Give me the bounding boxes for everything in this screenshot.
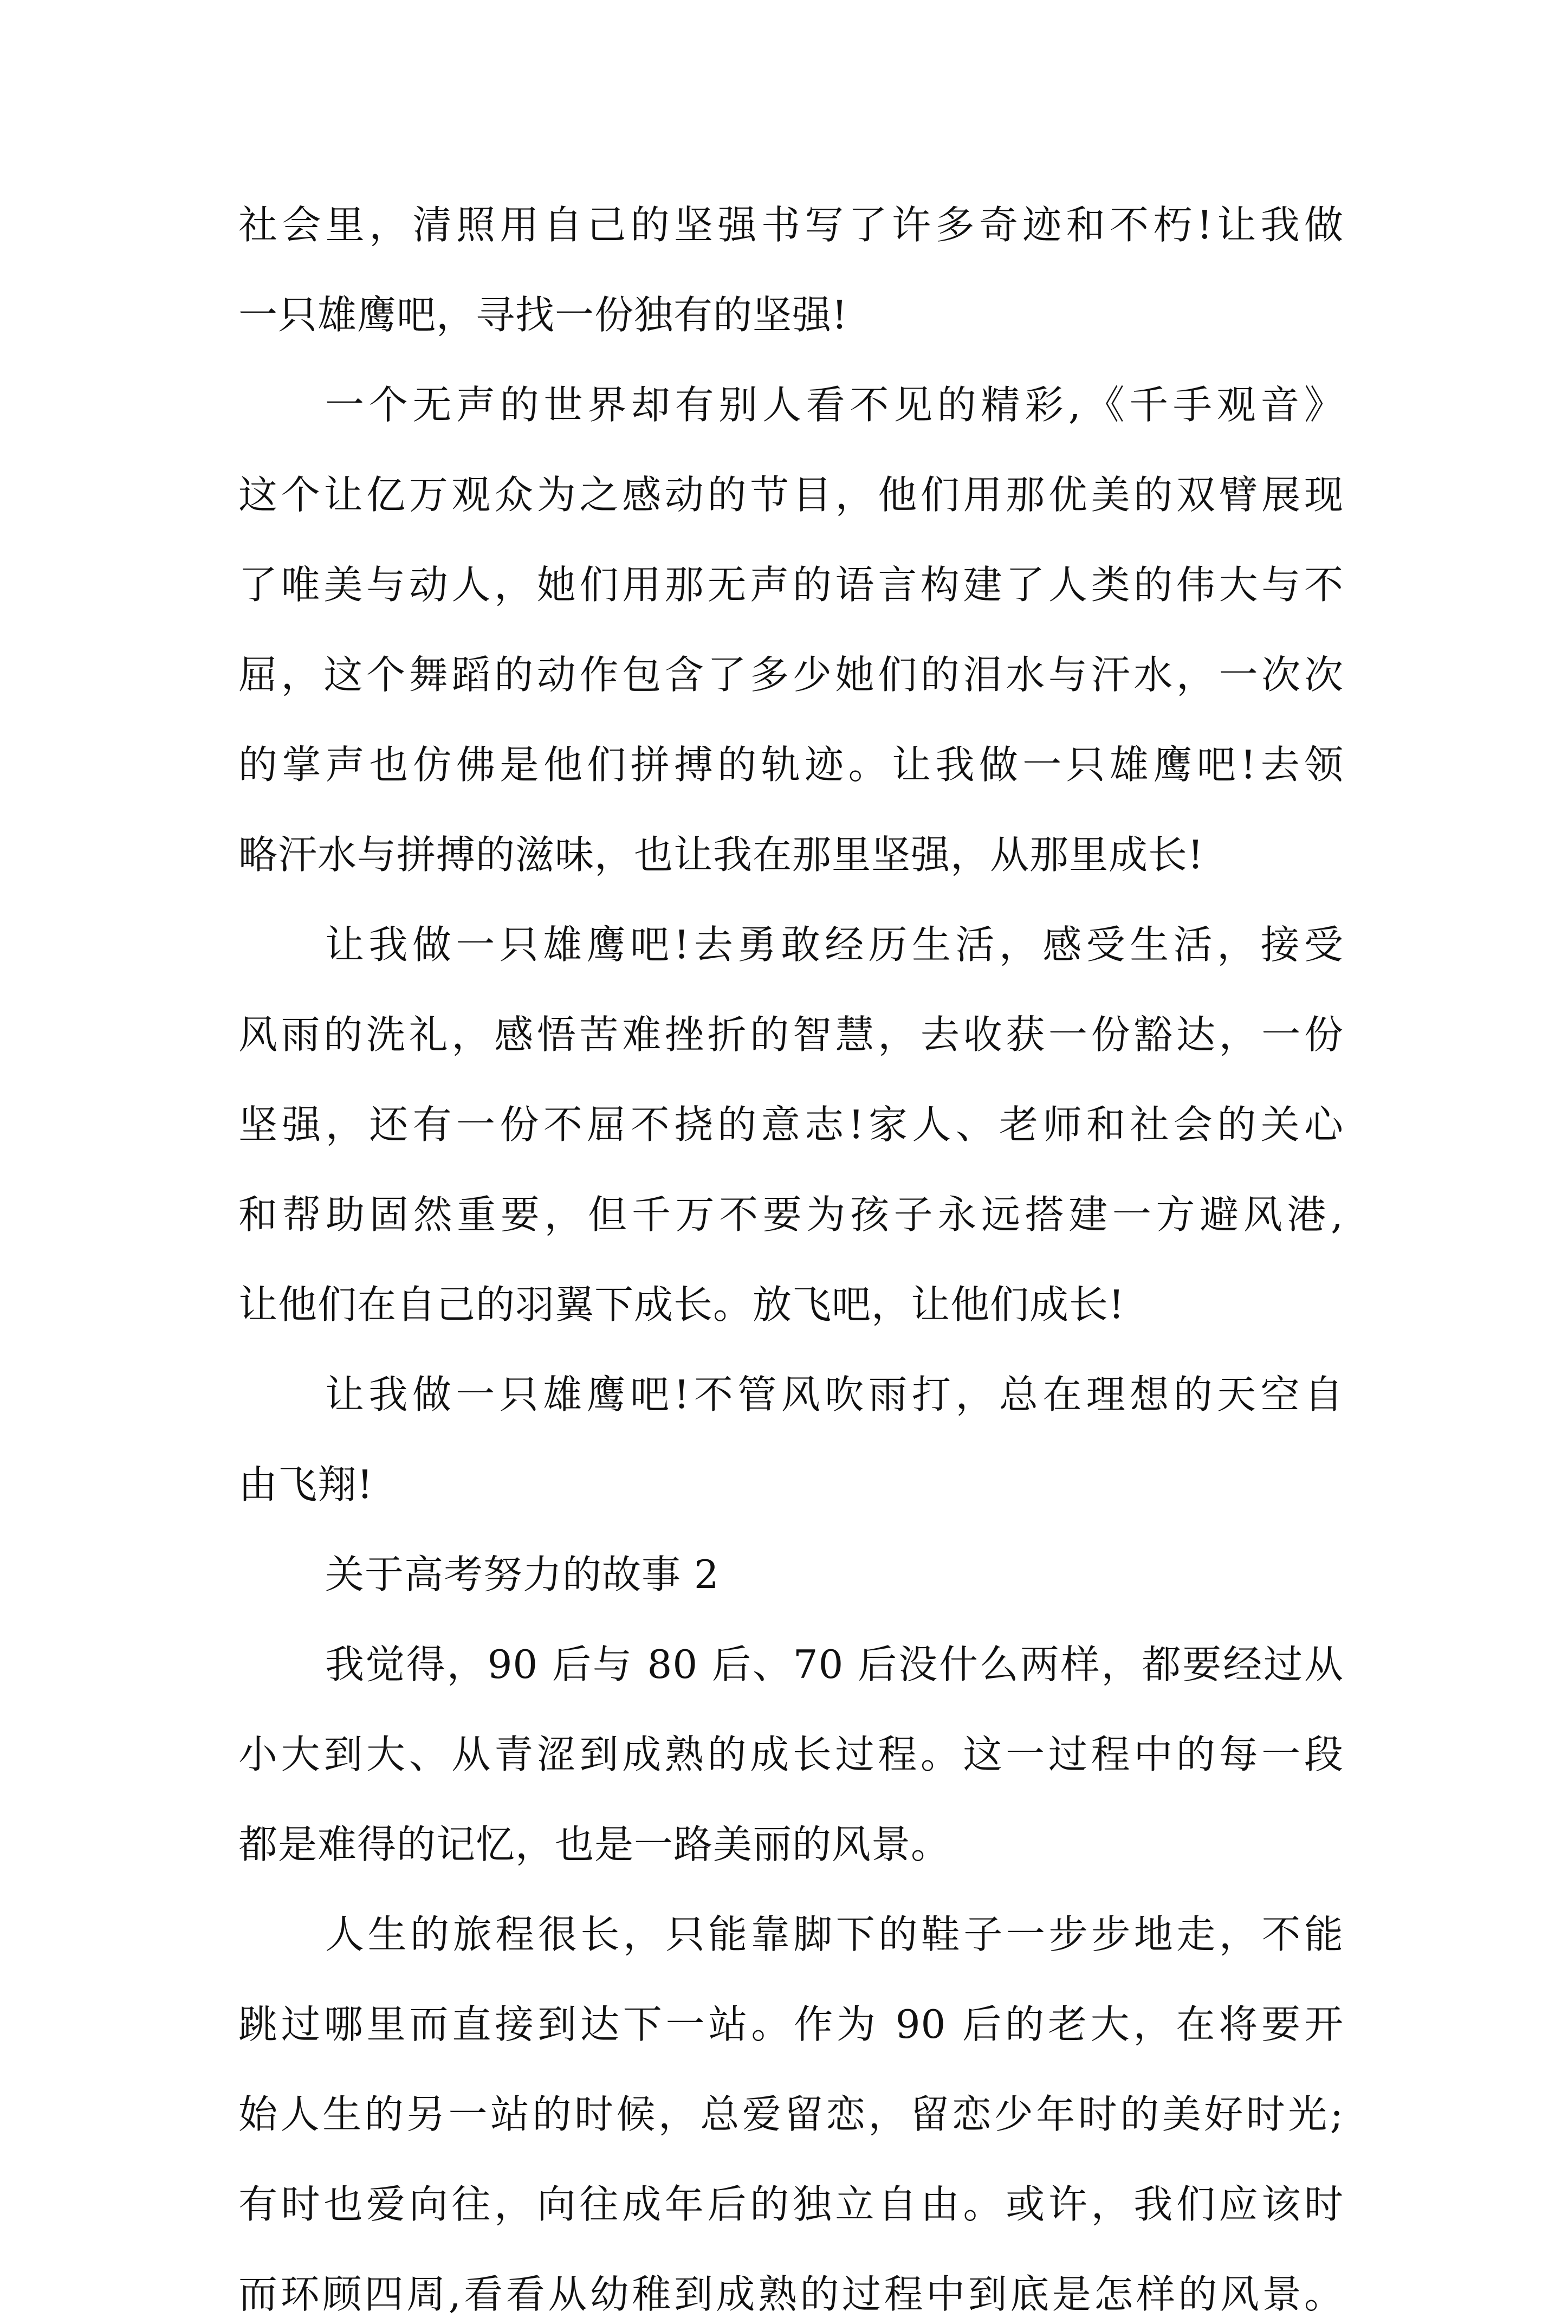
text-line: 人生的旅程很长，只能靠脚下的鞋子一步步地走，不能	[325, 1912, 1344, 1957]
text-line: 都是难得的记忆，也是一路美丽的风景。	[238, 1822, 951, 1867]
text-line: 让我做一只雄鹰吧!去勇敢经历生活，感受生活，接受	[325, 922, 1344, 967]
text-line: 这个让亿万观众为之感动的节目，他们用那优美的双臂展现	[238, 472, 1344, 518]
text-line: 始人生的另一站的时候，总爱留恋，留恋少年时的美好时光;	[238, 2091, 1344, 2137]
text-line: 风雨的洗礼，感悟苦难挫折的智慧，去收获一份豁达，一份	[238, 1012, 1344, 1057]
text-line: 小大到大、从青涩到成熟的成长过程。这一过程中的每一段	[238, 1732, 1344, 1777]
text-line: 而环顾四周,看看从幼稚到成熟的过程中到底是怎样的风景。	[238, 2271, 1344, 2317]
text-line: 略汗水与拼搏的滋味，也让我在那里坚强，从那里成长!	[238, 832, 1204, 877]
text-line: 由飞翔!	[238, 1462, 373, 1507]
text-line: 让他们在自己的羽翼下成长。放飞吧，让他们成长!	[238, 1282, 1125, 1327]
text-line: 我觉得，90 后与 80 后、70 后没什么两样，都要经过从	[325, 1642, 1344, 1687]
text-line: 有时也爱向往，向往成年后的独立自由。或许，我们应该时	[238, 2181, 1344, 2227]
text-line: 了唯美与动人，她们用那无声的语言构建了人类的伟大与不	[238, 562, 1344, 608]
text-line: 的掌声也仿佛是他们拼搏的轨迹。让我做一只雄鹰吧!去领	[238, 742, 1344, 787]
text-line: 跳过哪里而直接到达下一站。作为 90 后的老大，在将要开	[238, 2002, 1344, 2047]
text-line: 坚强，还有一份不屈不挠的意志!家人、老师和社会的关心	[238, 1102, 1344, 1147]
text-line: 和帮助固然重要，但千万不要为孩子永远搭建一方避风港,	[238, 1192, 1344, 1237]
text-line: 屈，这个舞蹈的动作包含了多少她们的泪水与汗水，一次次	[238, 652, 1344, 698]
section-heading: 关于高考努力的故事 2	[325, 1552, 720, 1597]
text-line: 社会里，清照用自己的坚强书写了许多奇迹和不朽!让我做	[238, 202, 1344, 248]
text-line: 一只雄鹰吧，寻找一份独有的坚强!	[238, 292, 848, 338]
text-line: 一个无声的世界却有别人看不见的精彩,《千手观音》	[325, 382, 1344, 428]
text-line: 让我做一只雄鹰吧!不管风吹雨打，总在理想的天空自	[325, 1372, 1344, 1417]
